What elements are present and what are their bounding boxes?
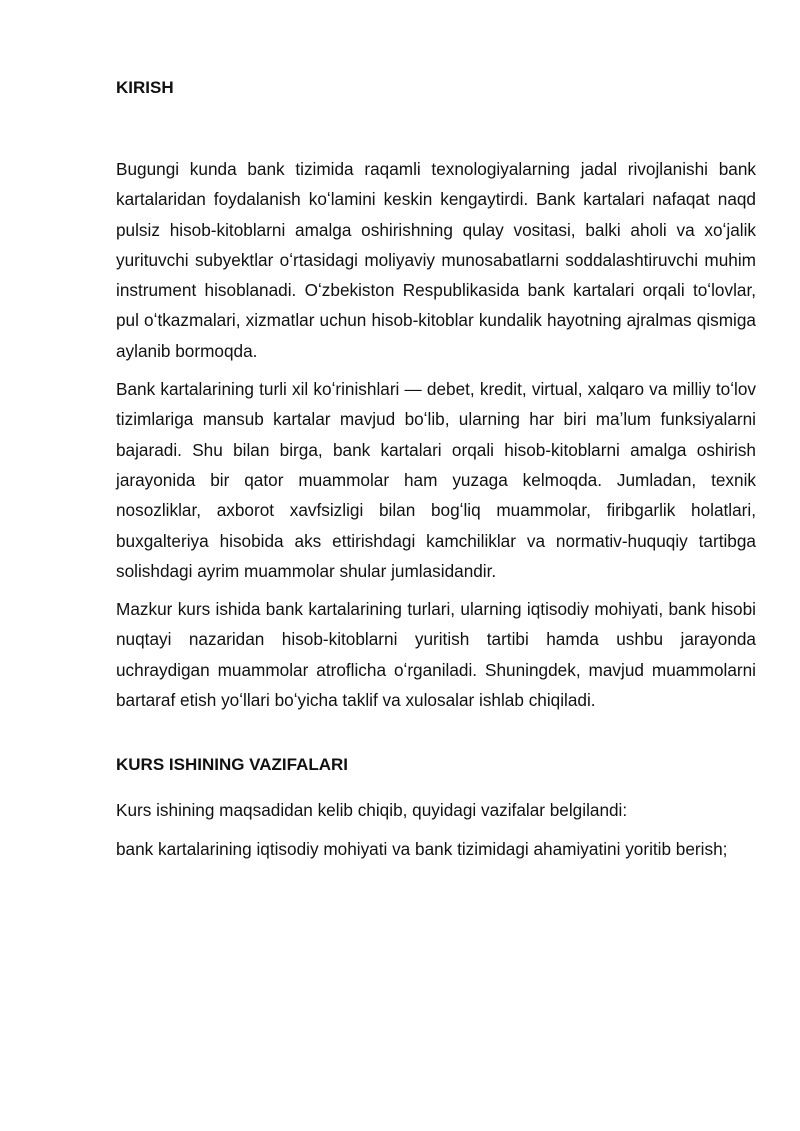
document-page bbox=[116, 76, 756, 872]
intro-heading: KIRISH bbox=[116, 78, 174, 97]
tasks-intro: Kurs ishining maqsadidan kelib chiqib, quyidagi vazifalar belgilandi: bbox=[116, 800, 628, 821]
intro-paragraph-3: Mazkur kurs ishida bank kartalarining turlari, ularning iqtisodiy mohiyati, bank hisobi nuqtayi nazaridan hisob-kitoblarni yuritish tartibi hamda ushbu jarayonda uchraydigan muammolar atroflicha oʻrganiladi. Shuningdek, mavjud muammolarni bartaraf etish yoʻllari boʻyicha taklif va xulosalar ishlab chiqiladi. bbox=[116, 599, 756, 711]
task-item-1: bank kartalarining iqtisodiy mohiyati va bank tizimidagi ahamiyatini yoritib berish; bbox=[116, 838, 728, 859]
tasks-heading: KURS ISHINING VAZIFALARI bbox=[116, 755, 349, 775]
intro-paragraph-1: Bugungi kunda bank tizimida raqamli texnologiyalarning jadal rivojlanishi bank kartalaridan foydalanish koʻlamini keskin kengaytirdi. Bank kartalari nafaqat naqd pulsiz hisob-kitoblarni amalga oshirishning qulay vositasi, balki aholi va xoʻjalik yurituvchi subyektlar oʻrtasidagi moliyaviy munosabatlarni soddalashtiruvchi muhim instrument hisoblanadi. Oʻzbekiston Respublikasida bank kartalari orqali toʻlovlar, pul oʻtkazmalari, xizmatlar uchun hisob-kitoblar kundalik hayotning ajralmas qismiga aylanib bormoqda. bbox=[116, 159, 756, 361]
intro-paragraph-2: Bank kartalarining turli xil koʻrinishlari — debet, kredit, virtual, xalqaro va milliy toʻlov tizimlariga mansub kartalar mavjud boʻlib, ularning har biri maʼlum funksiyalarni bajaradi. Shu bilan birga, bank kartalari orqali hisob-kitoblarni amalga oshirish jarayonida bir qator muammolar ham yuzaga kelmoqda. Jumladan, texnik nosozliklar, axborot xavfsizligi bilan bogʻliq muammolar, firibgarlik holatlari, buxgalteriya hisobida aks ettirishdagi kamchiliklar va normativ-huquqiy tartibga solishdagi ayrim muammolar shular jumlasidandir. bbox=[116, 379, 756, 581]
